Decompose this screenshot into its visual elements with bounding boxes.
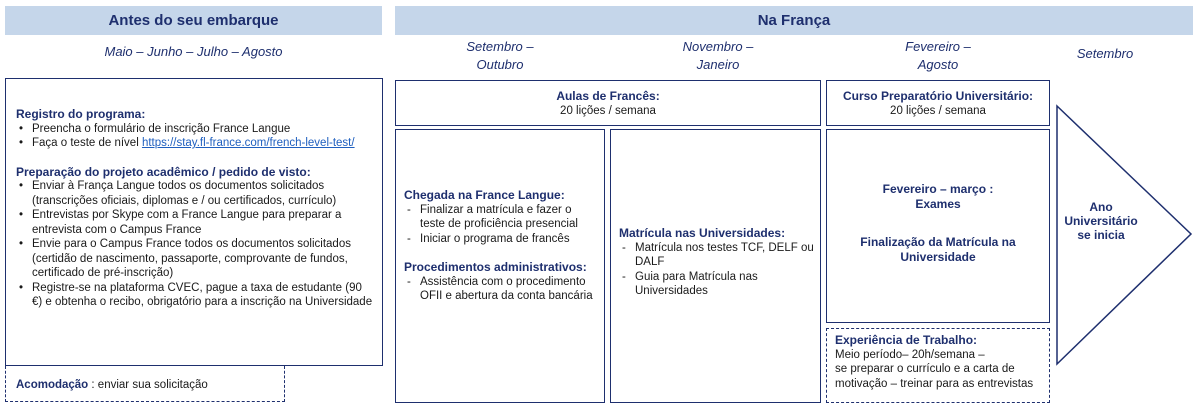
accommodation-label: Acomodação (16, 379, 89, 391)
period-feb-aug (868, 38, 1008, 74)
list-item: • Entrevistas por Skype com a France Langue para preparar a entrevista com o Campus France (16, 208, 374, 237)
period-nov-jan (648, 38, 788, 74)
list-item: • Envie para o Campus France todos os documentos solicitados (certidão de nascimento, passaporte, comprovante de fundos, certificado de pré-inscrição) (16, 237, 374, 281)
exams-line1: Fevereiro – março : (882, 182, 994, 196)
before-departure-box (5, 78, 383, 366)
period-sep-oct-line2: Outubro (476, 57, 524, 72)
visa-title: Preparação do projeto acadêmico / pedido de visto: (16, 164, 311, 179)
list-item: • Preencha o formulário de inscrição France Langue (16, 122, 374, 137)
registration-list (16, 122, 374, 151)
header-before-departure (5, 6, 382, 35)
admin-list (404, 275, 598, 304)
exams-box (826, 129, 1050, 323)
accommodation-text: : enviar sua solicitação (88, 379, 208, 391)
prep-course-box (826, 80, 1050, 126)
arrival-box (395, 129, 605, 403)
university-enrollment-box (610, 129, 821, 403)
exams-line2: Exames (915, 196, 961, 211)
period-nov-jan-line2: Janeiro (696, 57, 740, 72)
period-nov-jan-line1: Novembro – (682, 39, 754, 54)
registration-title: Registro do programa: (16, 107, 146, 121)
exams-line3: Finalização da Matrícula na Universidade (860, 235, 1016, 264)
level-test-prefix: Faça o teste de nível (32, 137, 142, 149)
period-sep (1050, 45, 1160, 63)
period-feb-aug-line2: Agosto (917, 57, 959, 72)
list-item: - Matrícula nos testes TCF, DELF ou DALF (619, 241, 814, 270)
work-experience-box (826, 328, 1050, 403)
list-item: • Enviar à França Langue todos os documentos solicitados (transcrições oficiais, diplomas e / ou certificados, currículo) (16, 179, 374, 208)
list-item: - Assistência com o procedimento OFII e abertura da conta bancária (404, 275, 598, 304)
period-before-text: Maio – Junho – Julho – Agosto (104, 44, 283, 59)
list-item: • Registre-se na plataforma CVEC, pague a taxa de estudante (90 €) e obtenha o recibo, obrigatório para a inscrição na Universidade (16, 281, 374, 310)
arrival-title: Chegada na France Langue: (404, 188, 565, 202)
arrow-text: Ano Universitário se inicia (1064, 200, 1138, 242)
period-feb-aug-line1: Fevereiro – (905, 39, 971, 54)
university-enrollment-list (619, 241, 814, 299)
prep-course-title: Curso Preparatório Universitário: (842, 89, 1034, 103)
work-line2: se preparar o currículo e a carta de motivação – treinar para as entrevistas (835, 363, 1034, 390)
work-title: Experiência de Trabalho: (835, 333, 978, 347)
period-sep-oct (430, 38, 570, 74)
work-line1: Meio período– 20h/semana – (835, 348, 985, 361)
period-sep-text: Setembro (1076, 46, 1134, 61)
visa-list (16, 179, 374, 310)
french-classes-box (395, 80, 821, 126)
period-before (5, 43, 382, 61)
accommodation-box (5, 366, 285, 402)
header-france-text: Na França (757, 12, 831, 29)
list-item: - Finalizar a matrícula e fazer o teste de proficiência presencial (404, 203, 598, 232)
french-classes-title: Aulas de Francês: (556, 89, 660, 103)
french-classes-sub: 20 lições / semana (560, 104, 656, 117)
header-before-text: Antes do seu embarque (108, 12, 279, 29)
university-enrollment-title: Matrícula nas Universidades: (619, 226, 786, 240)
list-item: - Guia para Matrícula nas Universidades (619, 270, 814, 299)
header-in-france (395, 6, 1193, 35)
list-item: - Iniciar o programa de francês (404, 232, 598, 247)
list-item (16, 136, 374, 151)
admin-title: Procedimentos administrativos: (404, 260, 587, 274)
level-test-link[interactable]: https://stay.fl-france.com/french-level-test/ (141, 137, 355, 149)
arrival-list (404, 203, 598, 247)
period-sep-oct-line1: Setembro – (466, 39, 534, 54)
prep-course-sub: 20 lições / semana (890, 104, 986, 117)
